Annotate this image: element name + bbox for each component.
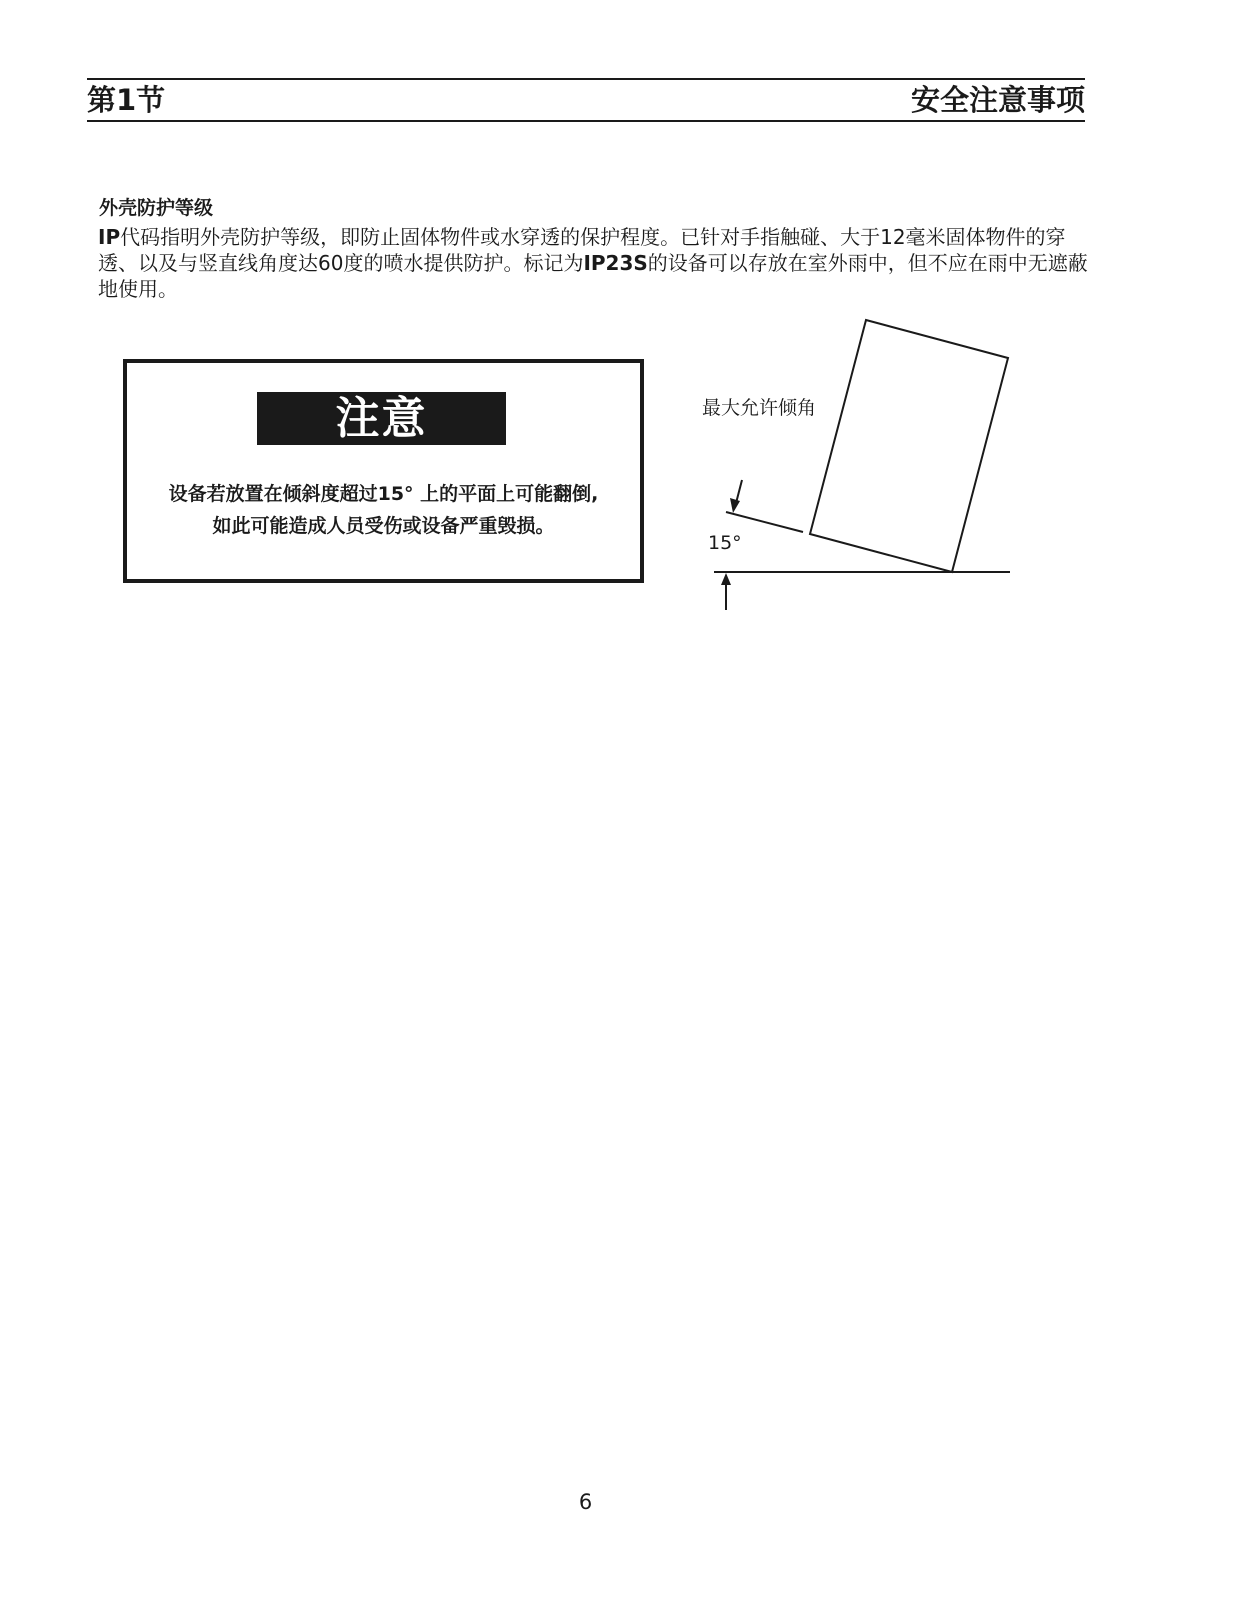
caution-box (123, 359, 644, 583)
caution-text-line1: 设备若放置在倾斜度超过15° 上的平面上可能翻倒, (168, 483, 599, 505)
lower-arrow-head (721, 573, 731, 585)
max-tilt-label: 最大允许倾角 (702, 397, 817, 419)
tilt-reference-line (726, 512, 803, 532)
angle-label: 15° (708, 532, 742, 554)
page-header (87, 78, 1085, 122)
enclosure-heading: 外壳防护等级 (99, 197, 214, 219)
section-number: 第1节 (87, 83, 166, 117)
ip23s-label: IP23S (583, 251, 648, 275)
paragraph-text-part2: 的设备可以存放在室外雨中，但不应在雨中无遮蔽地使用。 (98, 251, 1088, 301)
tilt-diagram-svg (690, 312, 1020, 612)
caution-banner: 注意 (257, 392, 506, 445)
page-number: 6 (578, 1490, 593, 1514)
ip-code-label: IP (98, 225, 121, 249)
tilted-box (810, 320, 1008, 572)
section-title: 安全注意事项 (910, 83, 1085, 117)
tilt-angle-diagram (690, 312, 1020, 612)
upper-arrow-head (730, 498, 740, 513)
paragraph-text-part1: 代码指明外壳防护等级，即防止固体物件或水穿透的保护程度。已针对手指触碰、大于12毫米固体物件的穿透、以及与竖直线角度达60度的喷水提供防护。标记为 (98, 225, 1066, 275)
enclosure-paragraph (98, 224, 1098, 302)
caution-text-line2: 如此可能造成人员受伤或设备严重毁损。 (212, 515, 555, 537)
